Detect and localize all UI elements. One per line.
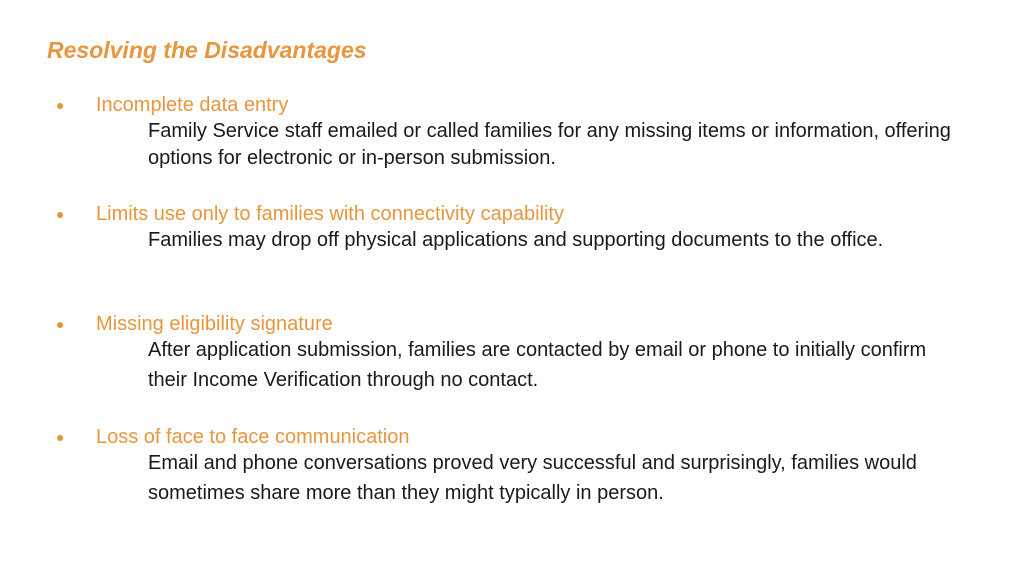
bullet-heading: Incomplete data entry xyxy=(96,94,289,116)
bullet-heading: Loss of face to face communication xyxy=(96,426,410,448)
bullet-dot-icon: ● xyxy=(56,429,65,445)
bullet-dot-icon: ● xyxy=(56,97,65,113)
bullet-dot-icon: ● xyxy=(56,316,65,332)
bullet-heading: Limits use only to families with connectivity capability xyxy=(96,203,564,225)
slide-title: Resolving the Disadvantages xyxy=(47,37,367,63)
bullet-body: Families may drop off physical applications and supporting documents to the office. xyxy=(148,229,884,251)
bullet-dot-icon: ● xyxy=(56,206,65,222)
bullet-body: Email and phone conversations proved very successful and surprisingly, families would sometimes share more than they might typically in person. xyxy=(148,452,917,504)
bullet-heading: Missing eligibility signature xyxy=(96,313,333,335)
bullet-body: Family Service staff emailed or called families for any missing items or information, offering options for electronic or in-person submission. xyxy=(148,120,951,169)
bullet-body: After application submission, families are contacted by email or phone to initially confirm their Income Verification through no contact. xyxy=(148,339,927,391)
